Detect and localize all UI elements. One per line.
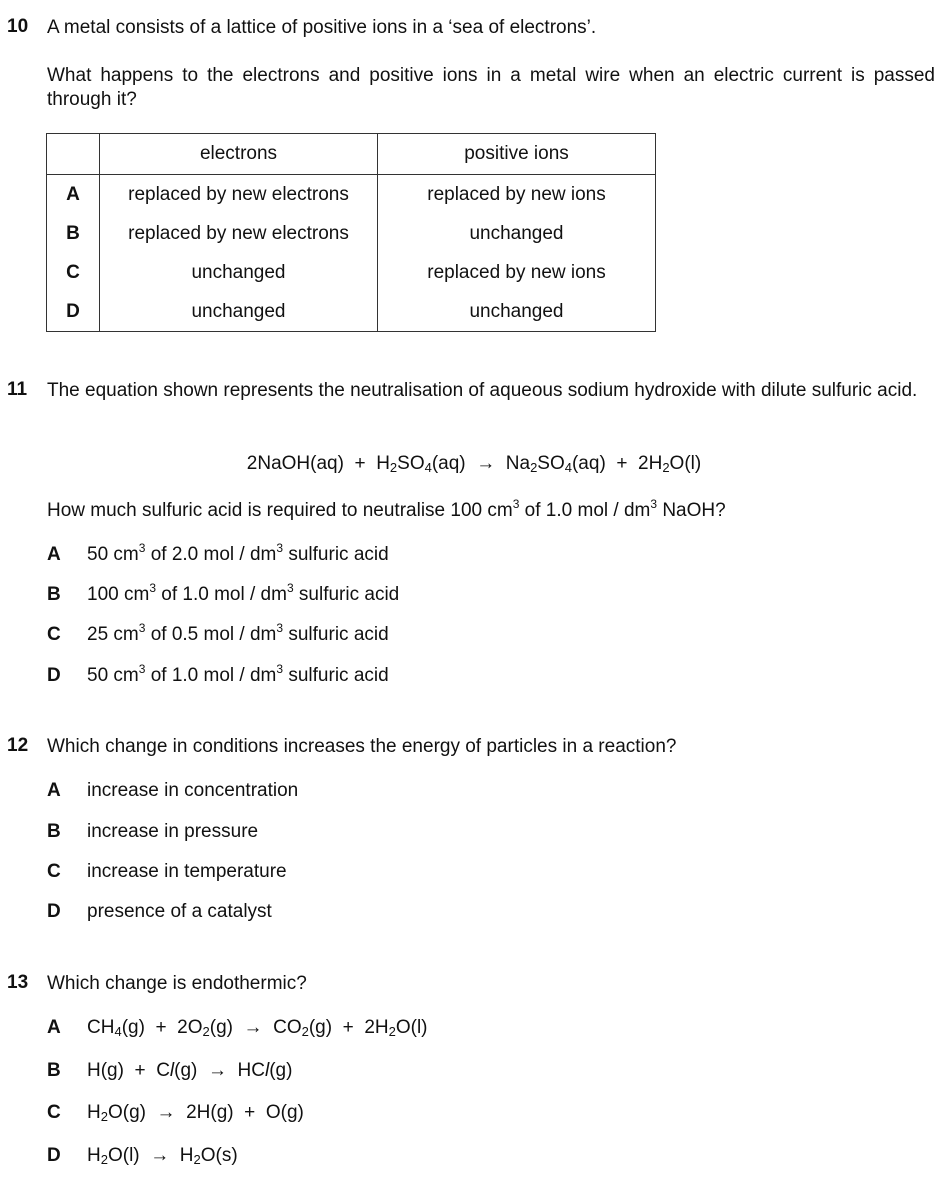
option-b[interactable]: B H(g) + Cl(g) → HCl(g) <box>47 1060 293 1081</box>
arrow-icon: → <box>207 1060 227 1081</box>
arrow-icon: → <box>156 1102 176 1123</box>
question-text: How much sulfuric acid is required to neutralise 100 $cm^3$ of 1.0 mol / $dm^3$ NaOH? <box>47 497 726 521</box>
question-number: 10 <box>7 16 29 37</box>
option-a[interactable]: A 50 $cm^3$ of 2.0 mol / $dm^3$ sulfuric acid <box>47 541 389 565</box>
option-letter: C <box>47 253 100 292</box>
question-number: 13 <box>7 972 29 993</box>
cell-ions: replaced by new ions <box>378 175 656 215</box>
table-row[interactable] <box>47 214 656 253</box>
question-number: 11 <box>7 379 28 400</box>
option-b[interactable]: B 100 $cm^3$ of 1.0 mol / $dm^3$ sulfuric acid <box>47 581 400 605</box>
table-row[interactable] <box>47 253 656 292</box>
cell-electrons: unchanged <box>100 253 378 292</box>
question-text: What happens to the electrons and positive ions in a metal wire when an electric current is passed through it? <box>47 65 935 110</box>
table-row[interactable] <box>47 175 656 215</box>
arrow-icon: → <box>243 1017 263 1038</box>
question-number: 12 <box>7 735 29 756</box>
cell-ions: unchanged <box>378 214 656 253</box>
option-c[interactable]: C 25 $cm^3$ of 0.5 mol / $dm^3$ sulfuric acid <box>47 621 389 645</box>
arrow-icon: → <box>150 1145 170 1166</box>
question-stem: The equation shown represents the neutralisation of aqueous sodium hydroxide with dilute sulfuric acid. <box>47 380 918 401</box>
option-c[interactable]: C increase in temperature <box>47 861 287 882</box>
question-stem: A metal consists of a lattice of positive ions in a ‘sea of electrons’. <box>47 17 597 38</box>
column-header-positive-ions: positive ions <box>378 134 656 175</box>
chemical-equation: 2NaOH(aq) + $H_2SO_4(aq) \to Na_2SO_4(aq) + 2H_2O(l)$ <box>246 453 702 475</box>
cell-ions: replaced by new ions <box>378 253 656 292</box>
cell-ions: unchanged <box>378 292 656 332</box>
option-b[interactable]: B increase in pressure <box>47 821 259 842</box>
option-letter: D <box>47 292 100 332</box>
table-row[interactable] <box>47 292 656 332</box>
option-d[interactable]: D presence of a catalyst <box>47 901 272 922</box>
option-letter: B <box>47 214 100 253</box>
cell-electrons: replaced by new electrons <box>100 175 378 215</box>
option-a[interactable]: A $CH_4(g) + 2O_2(g) \to CO_2(g) + 2H_2O(l)$ <box>47 1017 428 1039</box>
option-a[interactable]: A increase in concentration <box>47 780 299 801</box>
table-corner <box>47 134 100 175</box>
cell-electrons: replaced by new electrons <box>100 214 378 253</box>
column-header-electrons: electrons <box>100 134 378 175</box>
option-c[interactable]: C $H_2O(g) \to 2H(g) + O(g)$ <box>47 1102 304 1124</box>
option-d[interactable]: D $H_2O(l) \to H_2O(s)$ <box>47 1145 238 1167</box>
option-d[interactable]: D 50 $cm^3$ of 1.0 mol / $dm^3$ sulfuric acid <box>47 662 389 686</box>
question-stem: Which change in conditions increases the energy of particles in a reaction? <box>47 736 677 757</box>
option-letter: A <box>47 175 100 215</box>
answer-table <box>46 133 656 332</box>
question-stem: Which change is endothermic? <box>47 973 307 994</box>
table-header-row <box>47 134 656 175</box>
cell-electrons: unchanged <box>100 292 378 332</box>
arrow-icon: → <box>476 453 496 474</box>
